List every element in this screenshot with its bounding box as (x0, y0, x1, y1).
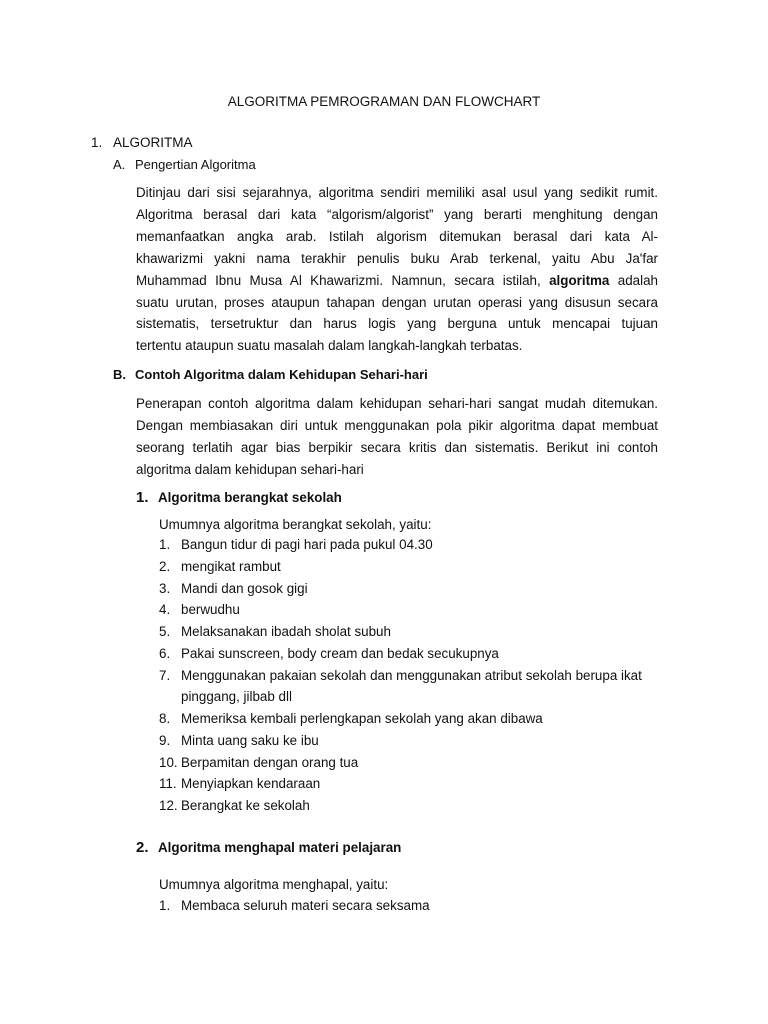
list-item-text: Mandi dan gosok gigi (181, 580, 308, 596)
list-item (159, 556, 659, 578)
list-item-text: Pakai sunscreen, body cream dan bedak secukupnya (181, 645, 499, 661)
list-item (159, 773, 659, 795)
list-item-text: Berangkat ke sekolah (181, 798, 310, 813)
paragraph-line: Penerapan contoh algoritma dalam kehidupan sehari-hari sangat mudah ditemukan. (136, 396, 658, 411)
subsection-title: Contoh Algoritma dalam Kehidupan Sehari-hari (135, 367, 428, 382)
paragraph-line: suatu urutan, proses ataupun tahapan dengan urutan operasi yang disusun secara (136, 294, 658, 310)
list-item-number: 6. (159, 645, 171, 661)
list-item-number: 12. (159, 798, 178, 813)
list-item (159, 643, 659, 665)
list-item-number: 2. (159, 558, 171, 574)
list-item-number: 11. (159, 776, 177, 792)
paragraph-text: Muhammad Ibnu Musa Al Khawarizmi. Namnun, secara istilah, (136, 272, 541, 288)
list-item (159, 578, 659, 600)
list-item-number: 4. (159, 602, 171, 618)
list-item-text: Minta uang saku ke ibu (181, 732, 319, 748)
list-item (159, 730, 659, 752)
paragraph-line-with-keyword (136, 270, 658, 292)
example-number: 2. (136, 839, 149, 856)
list-item-text: Bangun tidur di pagi hari pada pukul 04.30 (181, 537, 433, 552)
list-item-text: Menyiapkan kendaraan (181, 776, 321, 792)
list-item (159, 708, 659, 730)
list-item-text: Melaksanakan ibadah sholat subuh (181, 624, 391, 639)
paragraph-line: seorang terlatih agar bias berpikir secara kritis dan sistematis. Berikut ini contoh (136, 439, 658, 455)
list-item-number: 3. (159, 580, 171, 596)
list-item-number: 5. (159, 624, 171, 639)
paragraph-line: Ditinjau dari sisi sejarahnya, algoritma sendiri memiliki asal usul yang sedikit rumit. (136, 185, 658, 200)
page-title: ALGORITMA PEMROGRAMAN DAN FLOWCHART (227, 94, 541, 109)
paragraph-line: Dengan membiasakan diri untuk menggunakan pola pikir algoritma dapat membuat (136, 417, 658, 433)
subsection-letter: B. (113, 367, 126, 382)
list-item-text: Membaca seluruh materi secara seksama (181, 898, 430, 913)
list-item-text: berwudhu (181, 602, 240, 618)
example-title: Algoritma berangkat sekolah (158, 490, 342, 505)
subsection-heading-pengertian (113, 157, 256, 172)
list-item-text: Memeriksa kembali perlengkapan sekolah yang akan dibawa (181, 711, 543, 726)
steps-list-menghapal (159, 895, 659, 917)
list-item-text: Berpamitan dengan orang tua (181, 754, 359, 770)
example-intro: Umumnya algoritma menghapal, yaitu: (159, 877, 389, 892)
list-item-number: 7. (159, 667, 171, 683)
paragraph-line: memanfaatkan angka arab. Istilah algorism ditemukan berasal dari kata Al- (136, 228, 658, 244)
paragraph-line: tertentu ataupun suatu masalah dalam langkah-langkah terbatas. (136, 338, 523, 354)
subsection-title: Pengertian Algoritma (135, 157, 256, 172)
section-number: 1. (91, 135, 103, 150)
section-heading-algoritma (91, 135, 193, 150)
paragraph-line: sistematis, tersetruktur dan harus logis yang berguna untuk mencapai tujuan (136, 316, 658, 332)
example-number: 1. (136, 489, 149, 506)
paragraph-text: adalah (617, 272, 658, 288)
example-heading-berangkat-sekolah (136, 489, 342, 506)
list-item (159, 534, 659, 556)
list-item-number: 8. (159, 711, 171, 726)
section-title: ALGORITMA (113, 135, 193, 150)
list-item-text: Menggunakan pakaian sekolah dan menggunakan atribut sekolah berupa ikat pinggang, jilbab dll (181, 667, 642, 705)
list-item (159, 621, 659, 643)
list-item-number: 1. (159, 898, 171, 913)
list-item-number: 9. (159, 732, 171, 748)
list-item (159, 895, 659, 917)
list-item (159, 795, 659, 817)
list-item (159, 752, 659, 774)
list-item-number: 1. (159, 537, 171, 552)
subsection-heading-contoh (113, 367, 428, 382)
paragraph-pengertian (136, 182, 658, 357)
paragraph-line: algoritma dalam kehidupan sehari-hari (136, 461, 364, 477)
subsection-letter: A. (113, 157, 126, 172)
steps-list-berangkat-sekolah (159, 534, 659, 817)
list-item-text: mengikat rambut (181, 558, 281, 574)
paragraph-line: Algoritma berasal dari kata “algorism/algorist” yang berarti menghitung dengan (136, 206, 658, 222)
example-title: Algoritma menghapal materi pelajaran (158, 840, 402, 855)
keyword-algoritma: algoritma (549, 272, 610, 288)
list-item (159, 665, 659, 709)
example-heading-menghapal (136, 839, 401, 856)
paragraph-line: khawarizmi yakni nama terakhir penulis buku Arab terkenal, yaitu Abu Ja'far (136, 250, 658, 266)
paragraph-contoh (136, 393, 658, 481)
list-item-number: 10. (159, 754, 178, 770)
list-item (159, 599, 659, 621)
example-intro: Umumnya algoritma berangkat sekolah, yaitu: (159, 517, 432, 532)
